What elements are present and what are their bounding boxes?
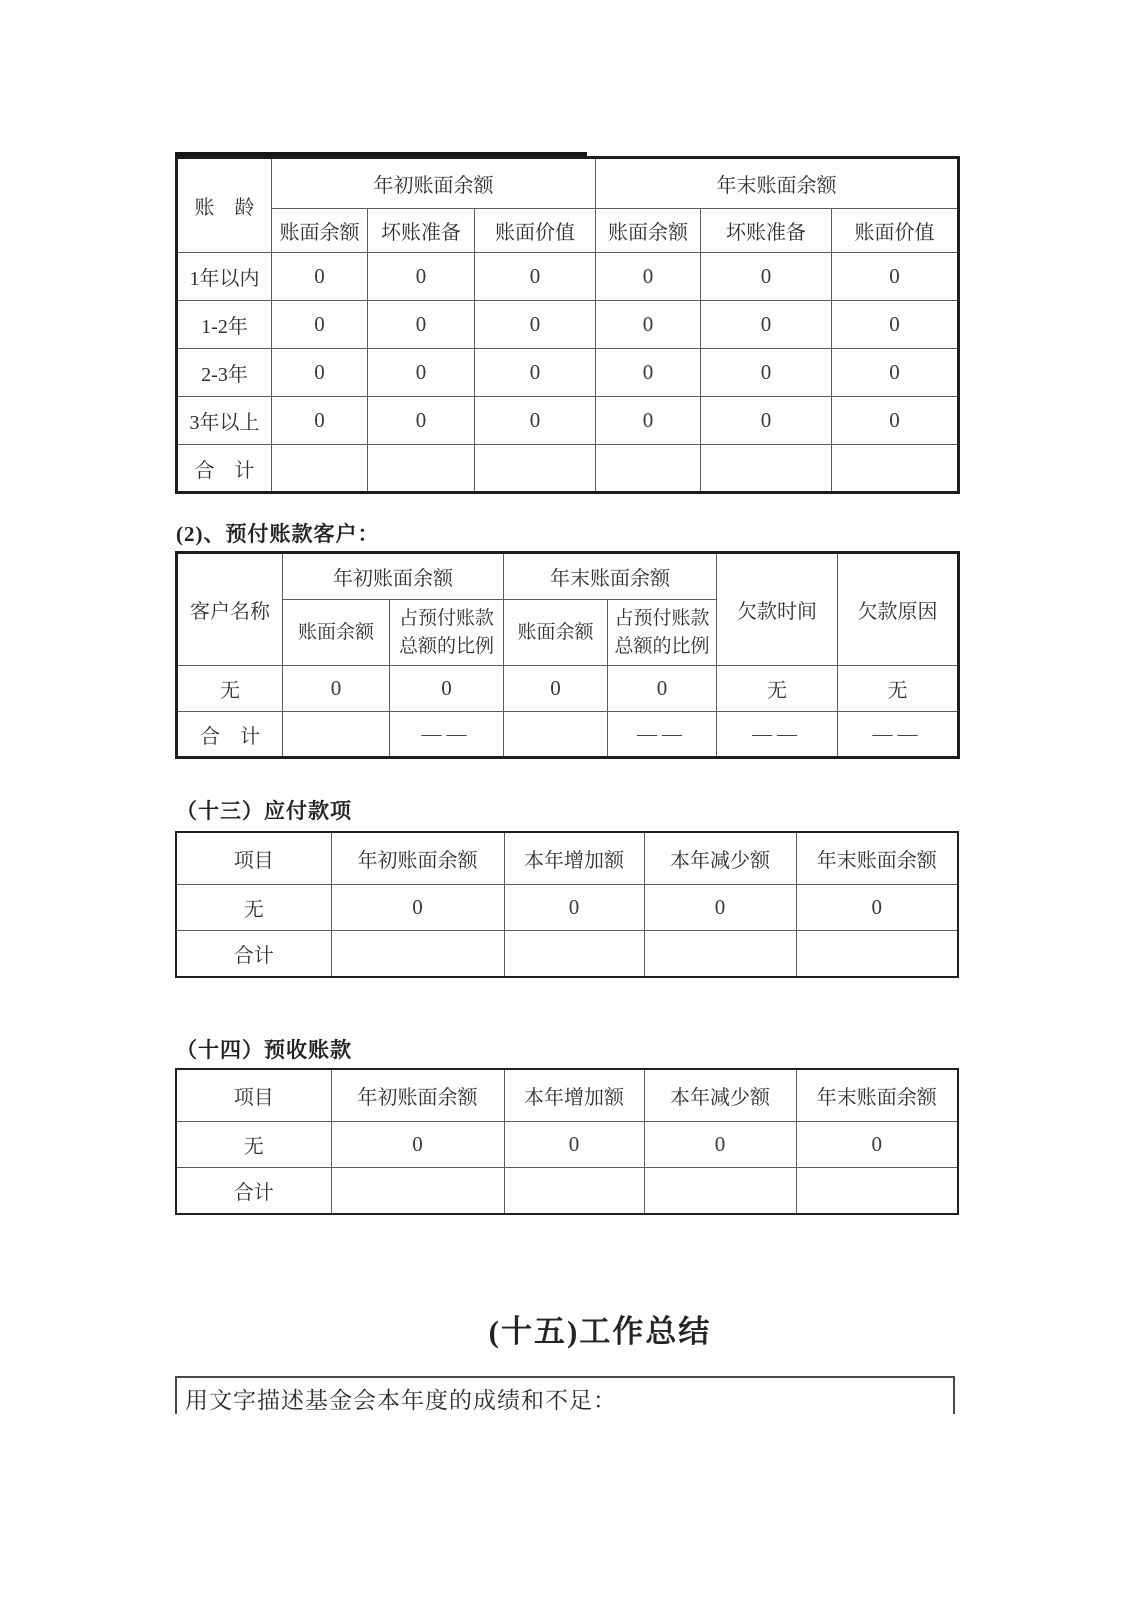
cell-value: 0: [368, 397, 475, 445]
cell-value: 0: [272, 253, 368, 301]
row-label: 1-2年: [177, 301, 272, 349]
table-row: [177, 666, 959, 712]
cell-value: [504, 1167, 644, 1214]
group-header-begin-year: 年初账面余额: [272, 158, 596, 209]
cell-value: ——: [717, 712, 838, 758]
cell-value: 0: [475, 301, 596, 349]
cell-value: 0: [475, 349, 596, 397]
col-header: 年末账面余额: [796, 1069, 958, 1121]
cell-value: 0: [701, 397, 832, 445]
cell-value: 0: [596, 253, 701, 301]
cell-value: 0: [832, 253, 959, 301]
sub-header: 账面余额: [283, 600, 390, 666]
total-row: [177, 712, 959, 758]
cell-value: [596, 445, 701, 493]
cell-value: [644, 1167, 796, 1214]
col-header: 项目: [176, 832, 331, 884]
cell-value: 0: [272, 397, 368, 445]
row-label: 合 计: [177, 712, 283, 758]
col-header: 本年增加额: [504, 832, 644, 884]
cell-value: 0: [701, 301, 832, 349]
group-header-end-year: 年末账面余额: [596, 158, 959, 209]
row-label: 合计: [176, 1167, 331, 1214]
table-row: [176, 884, 958, 930]
cell-value: [701, 445, 832, 493]
cell-value: [331, 1167, 504, 1214]
prepaid-customers-table: [175, 551, 960, 759]
work-summary-box: [175, 1376, 955, 1414]
row-label: 1年以内: [177, 253, 272, 301]
row-label: 无: [176, 884, 331, 930]
work-summary-prompt: 用文字描述基金会本年度的成绩和不足：: [185, 1388, 617, 1413]
cell-value: 无: [717, 666, 838, 712]
cell-value: 0: [283, 666, 390, 712]
total-row: [176, 930, 958, 977]
advance-title: （十四）预收账款: [176, 1038, 352, 1062]
row-label: 合计: [176, 930, 331, 977]
cell-value: 0: [596, 397, 701, 445]
col-header: 年初账面余额: [331, 1069, 504, 1121]
cell-value: [331, 930, 504, 977]
cell-value: 0: [832, 397, 959, 445]
work-summary-title: (十五)工作总结: [488, 1314, 712, 1349]
table-row: [177, 397, 959, 445]
row-label: 合 计: [177, 445, 272, 493]
cell-value: 0: [368, 349, 475, 397]
col-header: 年初账面余额: [331, 832, 504, 884]
sub-header: 账面价值: [475, 209, 596, 253]
aging-header-sub-row: [177, 209, 959, 253]
advance-header-row: [176, 1069, 958, 1121]
sub-header: 账面余额: [596, 209, 701, 253]
cell-value: 0: [504, 1121, 644, 1167]
cell-value: 0: [596, 301, 701, 349]
payables-header-row: [176, 832, 958, 884]
cell-value: [368, 445, 475, 493]
cell-value: 0: [368, 253, 475, 301]
aging-corner-header: 账 龄: [177, 158, 272, 253]
cell-value: 0: [475, 397, 596, 445]
cell-value: 0: [701, 349, 832, 397]
table-row: [177, 349, 959, 397]
row-label: 无: [177, 666, 283, 712]
col-header: 项目: [176, 1069, 331, 1121]
cell-value: 无: [838, 666, 959, 712]
cell-value: 0: [390, 666, 504, 712]
total-row: [177, 445, 959, 493]
group-header-end-year: 年末账面余额: [504, 553, 717, 600]
cell-value: ——: [390, 712, 504, 758]
cell-value: [504, 712, 608, 758]
col-header: 年末账面余额: [796, 832, 958, 884]
row-label: 2-3年: [177, 349, 272, 397]
cell-value: 0: [331, 1121, 504, 1167]
cell-value: [796, 930, 958, 977]
sub-header: 坏账准备: [368, 209, 475, 253]
cell-value: [504, 930, 644, 977]
cell-value: 0: [796, 1121, 958, 1167]
row-label: 无: [176, 1121, 331, 1167]
payables-title: （十三）应付款项: [176, 799, 352, 823]
col-header: 本年减少额: [644, 1069, 796, 1121]
cell-value: 0: [796, 884, 958, 930]
cell-value: 0: [832, 301, 959, 349]
cell-value: 0: [701, 253, 832, 301]
cell-value: 0: [368, 301, 475, 349]
cell-value: [796, 1167, 958, 1214]
cell-value: 0: [504, 666, 608, 712]
cell-value: [272, 445, 368, 493]
row-label: 3年以上: [177, 397, 272, 445]
sub-header: 账面余额: [504, 600, 608, 666]
cell-value: 0: [832, 349, 959, 397]
aging-header-group-row: [177, 158, 959, 209]
aging-table: [175, 156, 960, 494]
sub-header: 账面余额: [272, 209, 368, 253]
group-header-begin-year: 年初账面余额: [283, 553, 504, 600]
cell-value: 0: [644, 884, 796, 930]
cell-value: [644, 930, 796, 977]
table-row: [177, 301, 959, 349]
col-header: 本年增加额: [504, 1069, 644, 1121]
cell-value: 0: [331, 884, 504, 930]
cell-value: 0: [644, 1121, 796, 1167]
prepaid-header-group-row: [177, 553, 959, 600]
cell-value: [832, 445, 959, 493]
advance-receipts-table: [175, 1068, 959, 1215]
prepaid-corner-header: 客户名称: [177, 553, 283, 666]
header-debt-reason: 欠款原因: [838, 553, 959, 666]
prepaid-customers-label: (2)、预付账款客户：: [176, 522, 380, 546]
table-row: [177, 253, 959, 301]
cell-value: 0: [272, 349, 368, 397]
sub-header: 占预付账款总额的比例: [390, 600, 504, 666]
col-header: 本年减少额: [644, 832, 796, 884]
sub-header: 占预付账款总额的比例: [608, 600, 717, 666]
table-row: [176, 1121, 958, 1167]
cell-value: 0: [272, 301, 368, 349]
cell-value: ——: [608, 712, 717, 758]
cell-value: 0: [608, 666, 717, 712]
cell-value: 0: [475, 253, 596, 301]
payables-table: [175, 831, 959, 978]
cell-value: [283, 712, 390, 758]
sub-header: 账面价值: [832, 209, 959, 253]
cell-value: [475, 445, 596, 493]
cell-value: ——: [838, 712, 959, 758]
cell-value: 0: [504, 884, 644, 930]
sub-header: 坏账准备: [701, 209, 832, 253]
total-row: [176, 1167, 958, 1214]
header-debt-time: 欠款时间: [717, 553, 838, 666]
cell-value: 0: [596, 349, 701, 397]
